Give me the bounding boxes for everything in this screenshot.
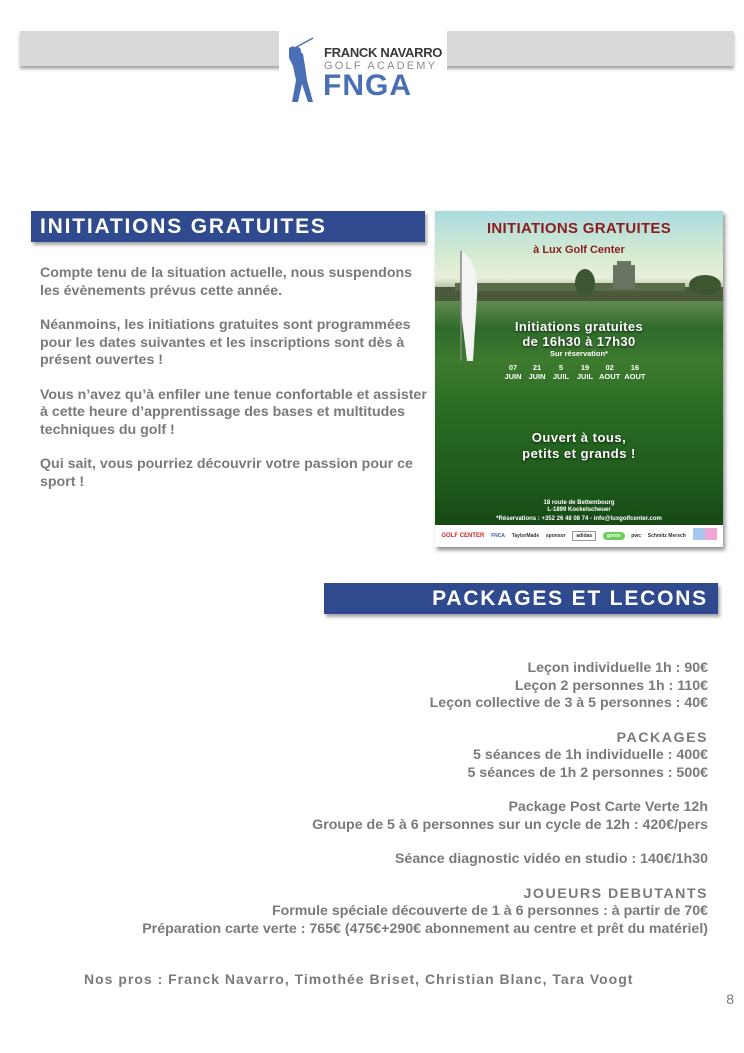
- price-line: Préparation carte verte : 765€ (475€+290€ abonnement au centre et prêt du matériel): [142, 920, 708, 937]
- poster-main-text: [435, 319, 723, 349]
- poster-title: INITIATIONS GRATUITES: [486, 220, 672, 237]
- date-month: JUIN: [528, 372, 546, 381]
- poster-main-line2: de 16h30 à 17h30: [522, 334, 636, 349]
- price-line: Leçon 2 personnes 1h : 110€: [514, 677, 708, 694]
- date-day: 21: [532, 363, 542, 372]
- poster-subtitle: à Lux Golf Center: [533, 244, 625, 256]
- poster-contact: *Réservations : +352 26 48 08 74 - info@luxgolfcenter.com: [496, 516, 662, 522]
- poster-date: [551, 363, 571, 381]
- date-month: JUIL: [552, 372, 570, 381]
- sponsor-strip: [435, 525, 723, 547]
- logo-name: FRANCK NAVARRO: [324, 45, 443, 60]
- price-line: 5 séances de 1h individuelle : 400€: [473, 747, 708, 763]
- poster-address: [435, 500, 723, 514]
- pricing-group-post-carte-verte: [68, 799, 708, 834]
- pricing-group-beginners: [68, 886, 708, 939]
- page-number: 8: [726, 991, 734, 1007]
- pricing-group-packages: [68, 730, 708, 783]
- initiations-text: [40, 265, 430, 508]
- sponsor-logo: GOLF CENTER: [441, 533, 485, 539]
- pricing-group-video: [68, 851, 708, 869]
- poster-date: [527, 363, 547, 381]
- pricing-heading: JOUEURS DEBUTANTS: [523, 885, 708, 902]
- date-month: JUIL: [576, 372, 594, 381]
- sponsor-logo: Schmitz Mersch: [647, 533, 686, 539]
- date-day: 07: [508, 363, 518, 372]
- price-line: Formule spéciale découverte de 1 à 6 personnes : à partir de 70€: [271, 903, 708, 919]
- pros-list: Nos pros : Franck Navarro, Timothée Briset, Christian Blanc, Tara Voogt: [84, 971, 634, 987]
- address-line1: 18 route de Bettembourg: [543, 500, 615, 506]
- logo-acronym: FNGA: [323, 69, 412, 102]
- sponsor-logo: adidas: [572, 531, 596, 541]
- date-day: 19: [580, 363, 590, 372]
- paragraph: Vous n’avez qu’à enfiler une tenue confortable et assister à cette heure d’apprentissage des bases et multitudes techniques du golf !: [40, 386, 427, 438]
- address-line2: L-1899 Kockelscheuer: [547, 507, 611, 513]
- initiations-poster: [435, 211, 723, 547]
- logo-academy: GOLF ACADEMY: [324, 60, 438, 72]
- section-title-initiations: INITIATIONS GRATUITES: [31, 211, 425, 242]
- price-line: Leçon collective de 3 à 5 personnes : 40€: [429, 695, 708, 711]
- poster-open-line1: Ouvert à tous,: [531, 430, 627, 445]
- pricing-heading: PACKAGES: [616, 729, 708, 746]
- date-month: AOUT: [599, 372, 621, 381]
- price-line: Package Post Carte Verte 12h: [508, 799, 708, 815]
- pricing-group-lessons: [68, 660, 708, 713]
- date-day: 16: [630, 363, 640, 372]
- paragraph: Néanmoins, les initiations gratuites sont programmées pour les dates suivantes et les inscriptions sont dès à présent ouvertes !: [40, 317, 411, 368]
- price-line: 5 séances de 1h 2 personnes : 500€: [467, 764, 708, 781]
- logo: [279, 28, 447, 106]
- poster-reservation: Sur réservation*: [550, 349, 608, 358]
- poster-open-text: [435, 430, 723, 462]
- golfer-swing-icon: [283, 36, 323, 106]
- poster-dates: [503, 363, 646, 381]
- poster-main-line1: Initiations gratuites: [514, 319, 644, 334]
- date-day: 02: [605, 363, 614, 372]
- date-month: AOUT: [624, 372, 646, 381]
- sponsor-logo: FNCA: [491, 533, 505, 539]
- poster-open-line2: petits et grands !: [522, 446, 636, 461]
- poster-date: [575, 363, 595, 381]
- sponsor-logo: sponsor: [545, 533, 566, 539]
- section-title-packages: PACKAGES ET LECONS: [324, 583, 718, 614]
- qr-code-icon: [693, 527, 717, 545]
- price-line: Séance diagnostic vidéo en studio : 140€/1h30: [394, 851, 708, 867]
- price-line: Leçon individuelle 1h : 90€: [527, 660, 708, 676]
- poster-date: [624, 363, 645, 381]
- price-line: Groupe de 5 à 6 personnes sur un cycle de 12h : 420€/pers: [312, 816, 708, 833]
- date-day: 5: [558, 363, 564, 372]
- paragraph: Compte tenu de la situation actuelle, nous suspendons les évènements prévus cette année.: [40, 265, 413, 299]
- poster-date: [599, 363, 620, 381]
- sponsor-logo: green: [603, 532, 625, 540]
- paragraph: Qui sait, vous pourriez découvrir votre passion pour ce sport !: [40, 456, 413, 490]
- sponsor-logo: pwc: [631, 533, 642, 539]
- pricing-list: [68, 660, 708, 955]
- poster-date: [503, 363, 523, 381]
- sponsor-logo: TaylorMade: [511, 533, 540, 539]
- date-month: JUIN: [504, 372, 522, 381]
